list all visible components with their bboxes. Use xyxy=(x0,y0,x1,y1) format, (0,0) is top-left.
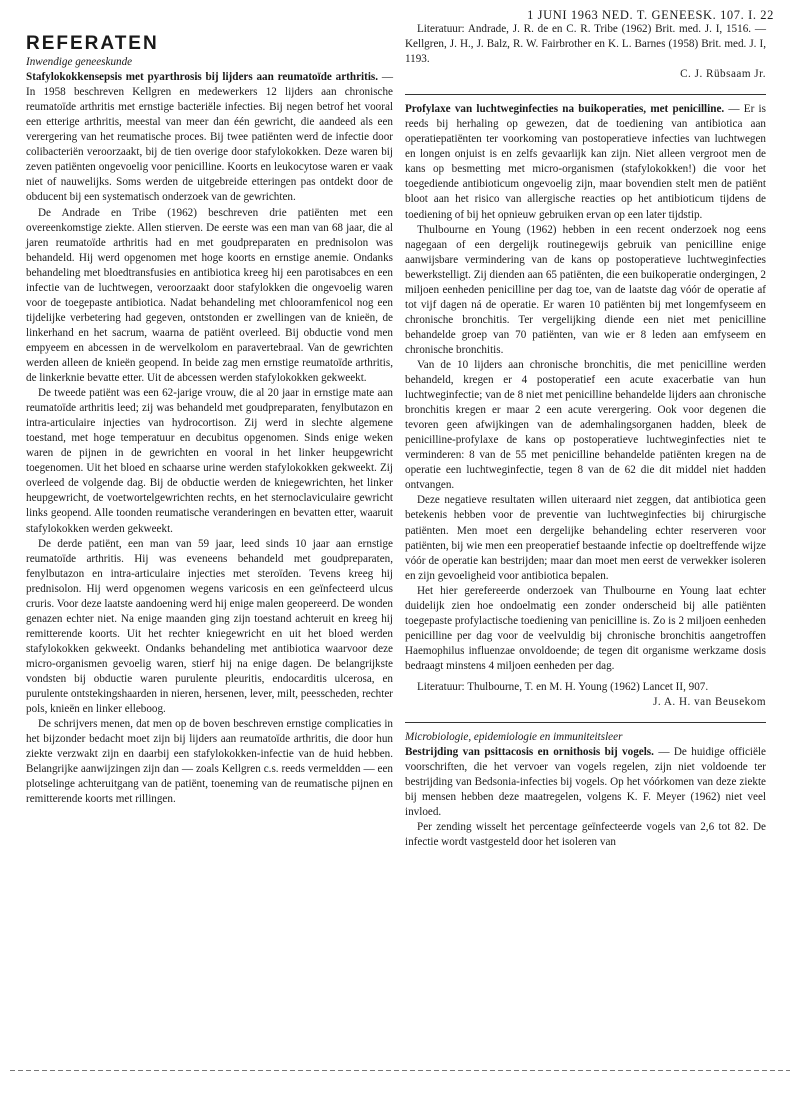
article-1-paragraph-3: De tweede patiënt was een 62-jarige vrouw, die al 20 jaar in ernstige mate aan reumatoïde arthritis leed; zij was behandeld met goudpreparaten, fenylbutazon en intra-articulaire injecties van hydrocortison. Zij werd in slechte algemene toestand, met hoge temperatuur en decubitus opgenomen. Sinds enige weken waren de pijnen in de gewrichten en vooral in het linker heupgewricht toegenomen. Uit het bloed en schaarse urine werden stafylokokken gekweekt. Zij overleed de volgende dag. Bij de obductie werden de kniegewrichten, het linker heupgewricht, de voetwortelgewrichten rechts, en het sternoclaviculaire gewricht links geopend. Alle toonden reumatische veranderingen en bevatten etter, waaruit stafylokokken werden gekweekt. xyxy=(26,387,393,535)
running-header: 1 JUNI 1963 NED. T. GENEESK. 107. I. 22 xyxy=(527,8,774,22)
footer-rule xyxy=(10,1070,790,1071)
article-1-paragraph-4: De derde patiënt, een man van 59 jaar, leed sinds 10 jaar aan ernstige reumatoïde arthritis. Hij was eveneens behandeld met goudpreparaten, fenylbutazon en intra-articulaire injecties met steroïden. Tevens kreeg hij prednisolon. Hij werd opgenomen wegens varicosis en een geïnfecteerd ulcus cruris. Voor deze laatste aandoening werd hij enige malen geopereerd. De wonden genazen echter niet. Na enige maanden ging zijn toestand achteruit en kreeg hij remitterende koorts. Uit het rechter kniegewricht en uit het bloed werden stafylokokken gekweekt. Ondanks behandeling met antibiotica waarvoor deze micro-organismen gevoelig waren, stierf hij na enige dagen. De belangrijkste vondsten bij obductie waren purulente pleuritis, endocarditis ulcerosa, en purulente ontstekingshaarden in nieren, hersenen, lever, milt, peesscheden, rechter pols, knieën en linker elleboog. xyxy=(26,537,393,716)
article-2-paragraph-1: — Er is reeds bij herhaling op gewezen, dat de toediening van antibiotica aan operatiepatiënten ter voorkoming van postoperatieve infecties van luchtwegen en longen onjuist is en zelfs gevaarlijk kan zijn. Niet alleen vergroot men de kans op besmetting met micro-organismen (stafylokokken!) die voor het toegediende antibioticum ongevoelig zijn, maar bovendien stelt men de patiënt bloot aan het risico van allergische reacties op het antibioticum tijdens de toediening of bij het opnieuw gebruiken ervan op een later tijdstip. xyxy=(405,103,766,221)
article-2-paragraph-3: Van de 10 lijders aan chronische bronchitis, die met penicilline werden behandeld, kregen er 4 postoperatief een acute exacerbatie van hun luchtweginfectie; van de 8 niet met penicilline behandelde lijders aan chronische bronchitis kregen er maar 2 een acute verergering. Ook voor degenen die tevoren geen afwijkingen van de ademhalingsorganen hadden, bleek de penicilline-profylaxe de kans op postoperatieve luchtweginfecties niet te verminderen: 8 van de 55 met penicilline behandelde patiënten kregen na de operatie een luchtweginfectie, tegen 8 van de 62 die dit middel niet hadden ontvangen. xyxy=(405,358,766,492)
article-1-title: Stafylokokkensepsis met pyarthrosis bij lijders aan reumatoïde arthritis. xyxy=(26,71,379,84)
article-1-signature: C. J. Rübsaam Jr. xyxy=(680,68,766,81)
article-3-title: Bestrijding van psittacosis en ornithosis bij vogels. xyxy=(405,746,654,759)
article-3-paragraph-2: Per zending wisselt het percentage geïnfecteerde vogels van 2,6 tot 82. De infectie wordt vastgesteld door het isoleren van xyxy=(405,821,766,849)
category-label-2: Microbiologie, epidemiologie en immuniteitsleer xyxy=(405,731,623,744)
article-1-paragraph-1: — In 1958 beschreven Kellgren en medewerkers 12 lijders aan chronische reumatoïde arthritis met ernstige bacteriële infecties. Bij negen betrof het vooral een etterige arthritis, meestal van meer dan één gewricht, die aandeed als een verergering van het reumatische proces. Bij twee patiënten werd de infectie door colibacteriën veroorzaakt, bij de tien overige door stafylokokken. Deze waren bij zeven patiënten ongevoelig voor penicilline. Koorts en leukocytose waren er vaak niet of nauwelijks. Soms werden de uitgebreide etteringen pas ontdekt door de obducent bij een systematisch onderzoek van de gewrichten. xyxy=(26,71,393,204)
article-1-paragraph-5: De schrijvers menen, dat men op de boven beschreven ernstige complicaties in het bijzonder bedacht moet zijn bij lijders aan reumatoïde arthritis, die door hun ziekte verzwakt zijn en daarbij een stafylokokken-infectie van de huid hebben. Belangrijke aanwijzingen zijn dan — zoals Kellgren c.s. reeds vermeldden — een plotselinge achteruitgang van de patiënt, toeneming van de reumatische pijnen en remitterende koorts met rillingen. xyxy=(26,718,393,806)
article-3-lead xyxy=(405,745,766,820)
article-2-lead xyxy=(405,102,766,222)
article-1-lead xyxy=(26,70,393,205)
left-column xyxy=(26,33,393,807)
article-divider xyxy=(405,94,766,95)
article-2-literature: Literatuur: Thulbourne, T. en M. H. Young (1962) Lancet II, 907. xyxy=(417,680,709,693)
right-column xyxy=(405,22,766,850)
article-2-paragraph-5: Het hier gerefereerde onderzoek van Thulbourne en Young laat echter duidelijk zien hoe ondoelmatig een zonder onderscheid bij alle patiënten toegepaste profylactische toediening van penicilline is. Zo is 2 miljoen eenheden penicilline per dag voor de veelvuldig bij chronische bronchitis aangetroffen Haemophilus influenzae onvoldoende; de tegen dit organisme werkzame dosis bedraagt minstens 4 miljoen eenheden per dag. xyxy=(405,584,766,672)
article-3-paragraph-1: — De huidige officiële voorschriften, die het vervoer van vogels regelen, zijn niet voldoende ter bestrijding van Bedsonia-infecties bij vogels. Op het vóórkomen van deze ziekte bij mensen hebben deze maatregelen, volgens K. F. Meyer (1962) niet veel invloed. xyxy=(405,746,766,819)
article-1-literature: Literatuur: Andrade, J. R. de en C. R. Tribe (1962) Brit. med. J. I, 1516. — Kellgren, J. H., J. Balz, R. W. Fairbrother en K. L. Barnes (1958) Brit. med. J. I, 1193. xyxy=(405,23,766,66)
section-title: REFERATEN xyxy=(26,33,159,54)
article-2-paragraph-4: Deze negatieve resultaten willen uiteraard niet zeggen, dat antibiotica geen betekenis hebben voor de preventie van luchtweginfecties bij chirurgische patiënten. Men moet een dergelijke behandeling echter reserveren voor patiënten, bij wie men een preoperatief bestaande infectie op doeltreffende wijze vóór de operatie kan bestrijden; maar dan moet men eerst de verwekker isoleren en zijn gevoeligheid voor antibiotica bepalen. xyxy=(405,494,766,582)
article-1-paragraph-2: De Andrade en Tribe (1962) beschreven drie patiënten met een overeenkomstige ziekte. Allen stierven. De eerste was een man van 68 jaar, die al jaren reumatoïde arthritis had en met goudpreparaten en prednisolon was behandeld. Hij werd opgenomen met hoge koorts en ernstige anemie. Ondanks behandeling met bloedtransfusies en antibiotica kreeg hij een parotisabces en een infectie van de luchtwegen, veroorzaakt door stafylokken die ongevoelig waren voor de toegepaste antibiotica. Nadat behandeling met chlooramfenicol nog een tijdelijke verbetering had gegeven, ontstonden er zwellingen van de knieën, de linkerhand en het sacrum, waarna de patiënt overleed. Bij obductie vond men empyeem en abcessen in de wervelkolom en paravertebraal. Van de gewrichten werden alleen de knieën geopend. In beide zag men ernstige reumatoïde arthritis, de linkerknie bevatte etter. Uit de abcessen werden stafylokokken gekweekt. xyxy=(26,206,393,385)
article-2-paragraph-2: Thulbourne en Young (1962) hebben in een recent onderzoek nog eens nagegaan of een dergelijk routinegewijs gebruik van penicilline enige aanwijsbare vermindering van de kans op postoperatieve luchtweginfecties bewerkstelligt. Zij dienden aan 65 patiënten, die een buikoperatie ondergingen, 2 miljoen eenheden penicilline per dag toe, van de laatste dag vóór de operatie af tot vijf dagen ná de operatie. Er waren 10 patiënten bij met longemfyseem en chronische bronchitis. Ter vergelijking diende een niet met penicilline behandelde groep van 70 patiënten, van wie er 8 leden aan emfyseem en chronische bronchitis. xyxy=(405,223,766,356)
article-2-signature: J. A. H. van Beusekom xyxy=(653,696,766,709)
article-2-title: Profylaxe van luchtweginfecties na buikoperaties, met penicilline. xyxy=(405,103,725,116)
article-divider-2 xyxy=(405,722,766,723)
category-label: Inwendige geneeskunde xyxy=(26,56,133,69)
